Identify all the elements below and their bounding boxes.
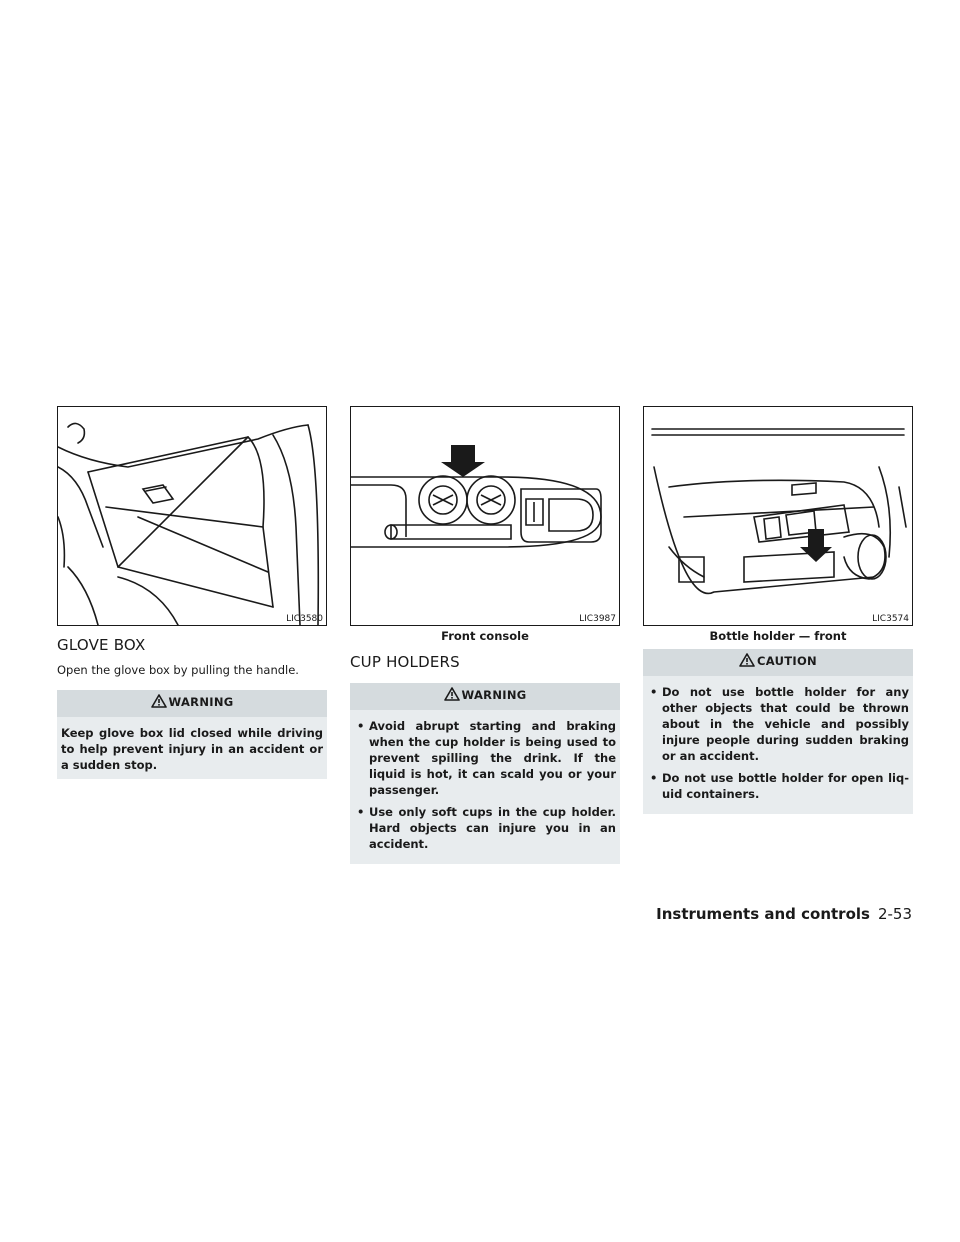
glove-box-illustration: [58, 407, 326, 625]
list-item: • Do not use bottle holder for open liq- uid containers.: [647, 770, 909, 802]
warning-triangle-icon: [151, 694, 167, 711]
warning-title-text: WARNING: [168, 695, 234, 709]
section-heading-glove-box: GLOVE BOX: [57, 636, 146, 654]
warning-list: [354, 718, 616, 852]
figure-code: LIC3580: [286, 614, 323, 624]
glove-box-body: Open the glove box by pulling the handle.: [57, 663, 299, 677]
column-cup-holders: [350, 406, 620, 864]
warning-box: [350, 683, 620, 864]
front-console-illustration: [351, 407, 619, 625]
bottle-holder-illustration: [644, 407, 912, 625]
page-footer: [656, 905, 912, 923]
caution-triangle-icon: [739, 653, 755, 670]
footer-section-title: Instruments and controls: [656, 905, 870, 923]
bottle-holder-figure: [643, 406, 913, 626]
warning-title: [57, 690, 327, 717]
list-item: • Do not use bottle holder for any other objects that could be thrown about in the vehicle and possibly injure people during sudden braking or an accident.: [647, 684, 909, 764]
warning-content: [350, 710, 620, 864]
glove-box-figure: [57, 406, 327, 626]
column-bottle-holder: [643, 406, 913, 814]
figure-caption-front-console: Front console: [441, 629, 529, 643]
warning-title-text: WARNING: [461, 688, 527, 702]
caution-content: [643, 676, 913, 814]
section-heading-cup-holders: CUP HOLDERS: [350, 653, 460, 671]
column-glove-box: [57, 406, 327, 779]
warning-title: [350, 683, 620, 710]
warning-box: [57, 690, 327, 779]
front-console-figure: [350, 406, 620, 626]
list-item: • Use only soft cups in the cup holder. Hard objects can injure you in an accident.: [354, 804, 616, 852]
warning-triangle-icon: [444, 687, 460, 704]
figure-code: LIC3987: [579, 614, 616, 624]
list-item: • Avoid abrupt starting and braking when the cup holder is being used to prevent spilling the drink. If the liquid is hot, it can scald you or your passenger.: [354, 718, 616, 798]
footer-page-number: 2-53: [877, 905, 912, 923]
figure-code: LIC3574: [872, 614, 909, 624]
caution-list: [647, 684, 909, 802]
caution-title-text: CAUTION: [757, 654, 817, 668]
caution-box: [643, 649, 913, 814]
warning-text: Keep glove box lid closed while driving to help prevent injury in an accident or a sudden stop.: [57, 717, 327, 779]
caution-title: [643, 649, 913, 676]
figure-caption-bottle-holder: Bottle holder — front: [709, 629, 847, 643]
